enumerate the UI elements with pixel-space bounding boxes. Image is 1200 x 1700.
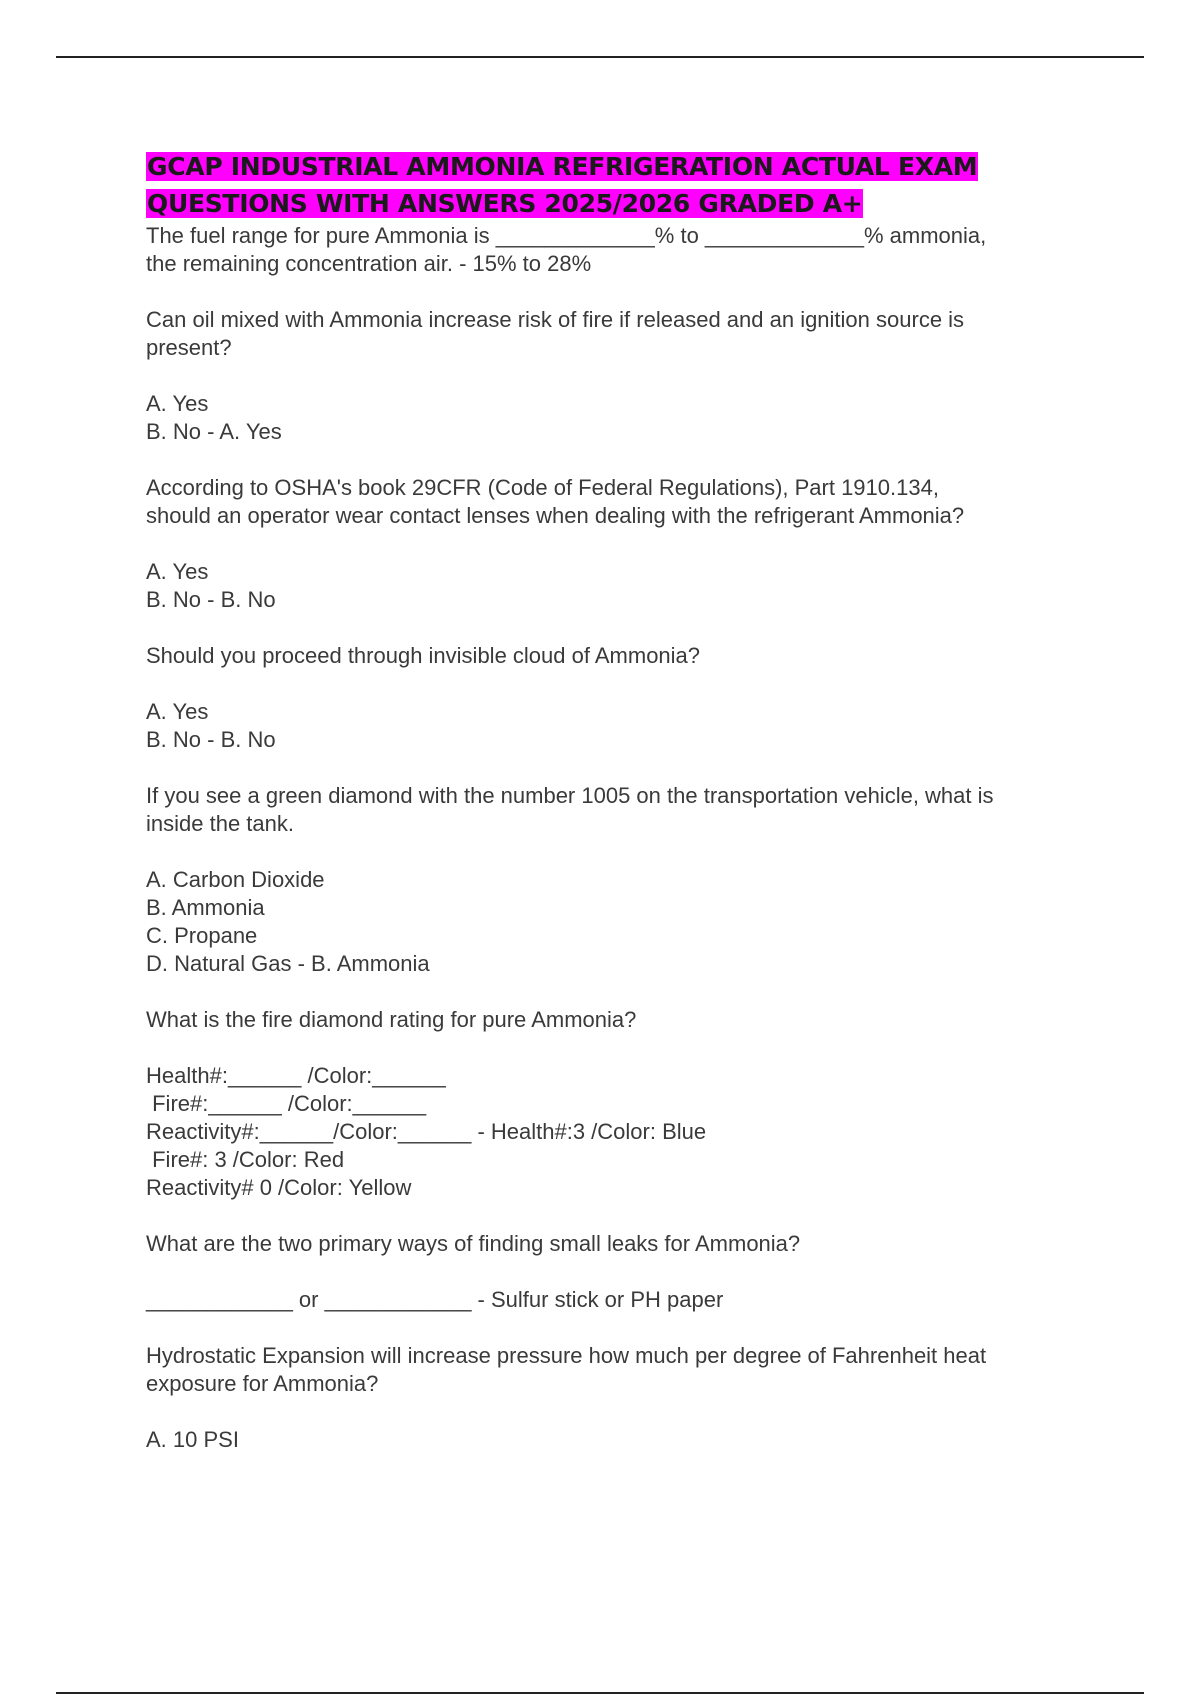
paragraph-gap (146, 278, 1086, 306)
question-paragraph (146, 698, 1086, 754)
question-paragraph (146, 1426, 1086, 1454)
paragraph-gap (146, 1258, 1086, 1286)
question-paragraph (146, 474, 1086, 530)
text-line: D. Natural Gas - B. Ammonia (146, 951, 430, 976)
text-line: If you see a green diamond with the number 1005 on the transportation vehicle, what is (146, 783, 994, 808)
text-line: Fire#: 3 /Color: Red (146, 1147, 345, 1172)
paragraph-gap (146, 670, 1086, 698)
text-line: B. Ammonia (146, 895, 265, 920)
question-paragraph (146, 782, 1086, 838)
text-line: A. Yes (146, 391, 209, 416)
question-paragraph (146, 222, 1086, 278)
text-line: Reactivity#:______/Color:______ - Health#:3 /Color: Blue (146, 1119, 707, 1144)
text-line: present? (146, 335, 232, 360)
text-line: What is the fire diamond rating for pure Ammonia? (146, 1007, 637, 1032)
paragraph-gap (146, 838, 1086, 866)
text-line: should an operator wear contact lenses when dealing with the refrigerant Ammonia? (146, 503, 965, 528)
text-line: B. No - B. No (146, 587, 276, 612)
text-line: Can oil mixed with Ammonia increase risk of fire if released and an ignition source is (146, 307, 965, 332)
text-line: exposure for Ammonia? (146, 1371, 379, 1396)
document-title (146, 148, 1086, 222)
text-line: A. Yes (146, 559, 209, 584)
text-line: Should you proceed through invisible cloud of Ammonia? (146, 643, 701, 668)
question-paragraph (146, 390, 1086, 446)
text-line: According to OSHA's book 29CFR (Code of Federal Regulations), Part 1910.134, (146, 475, 939, 500)
page-bottom-rule (56, 1692, 1144, 1694)
text-line: What are the two primary ways of finding small leaks for Ammonia? (146, 1231, 801, 1256)
text-line: Reactivity# 0 /Color: Yellow (146, 1175, 412, 1200)
question-paragraph (146, 1286, 1086, 1314)
question-paragraph (146, 1006, 1086, 1034)
question-paragraph (146, 1230, 1086, 1258)
text-line: C. Propane (146, 923, 258, 948)
text-line: The fuel range for pure Ammonia is _____________% to _____________% ammonia, (146, 223, 987, 248)
text-line: inside the tank. (146, 811, 294, 836)
question-paragraph (146, 1062, 1086, 1202)
paragraph-gap (146, 1202, 1086, 1230)
text-line: B. No - B. No (146, 727, 276, 752)
paragraph-gap (146, 362, 1086, 390)
document-title-line-1: GCAP INDUSTRIAL AMMONIA REFRIGERATION ACTUAL EXAM (147, 152, 978, 181)
text-line: the remaining concentration air. - 15% to 28% (146, 251, 592, 276)
text-line: Health#:______ /Color:______ (146, 1063, 446, 1088)
question-paragraph (146, 642, 1086, 670)
text-line: A. Yes (146, 699, 209, 724)
paragraph-gap (146, 614, 1086, 642)
paragraph-gap (146, 754, 1086, 782)
question-paragraph (146, 558, 1086, 614)
text-line: B. No - A. Yes (146, 419, 282, 444)
question-list (146, 222, 1086, 1454)
page-top-rule (56, 56, 1144, 58)
paragraph-gap (146, 530, 1086, 558)
paragraph-gap (146, 446, 1086, 474)
paragraph-gap (146, 1314, 1086, 1342)
paragraph-gap (146, 1034, 1086, 1062)
text-line: A. 10 PSI (146, 1427, 239, 1452)
text-line: ____________ or ____________ - Sulfur stick or PH paper (146, 1287, 724, 1312)
text-line: Hydrostatic Expansion will increase pressure how much per degree of Fahrenheit heat (146, 1343, 987, 1368)
question-paragraph (146, 866, 1086, 978)
document-body (146, 148, 1086, 1454)
paragraph-gap (146, 978, 1086, 1006)
question-paragraph (146, 1342, 1086, 1398)
paragraph-gap (146, 1398, 1086, 1426)
document-title-line-2: QUESTIONS WITH ANSWERS 2025/2026 GRADED A+ (147, 189, 863, 218)
question-paragraph (146, 306, 1086, 362)
text-line: A. Carbon Dioxide (146, 867, 325, 892)
text-line: Fire#:______ /Color:______ (146, 1091, 427, 1116)
